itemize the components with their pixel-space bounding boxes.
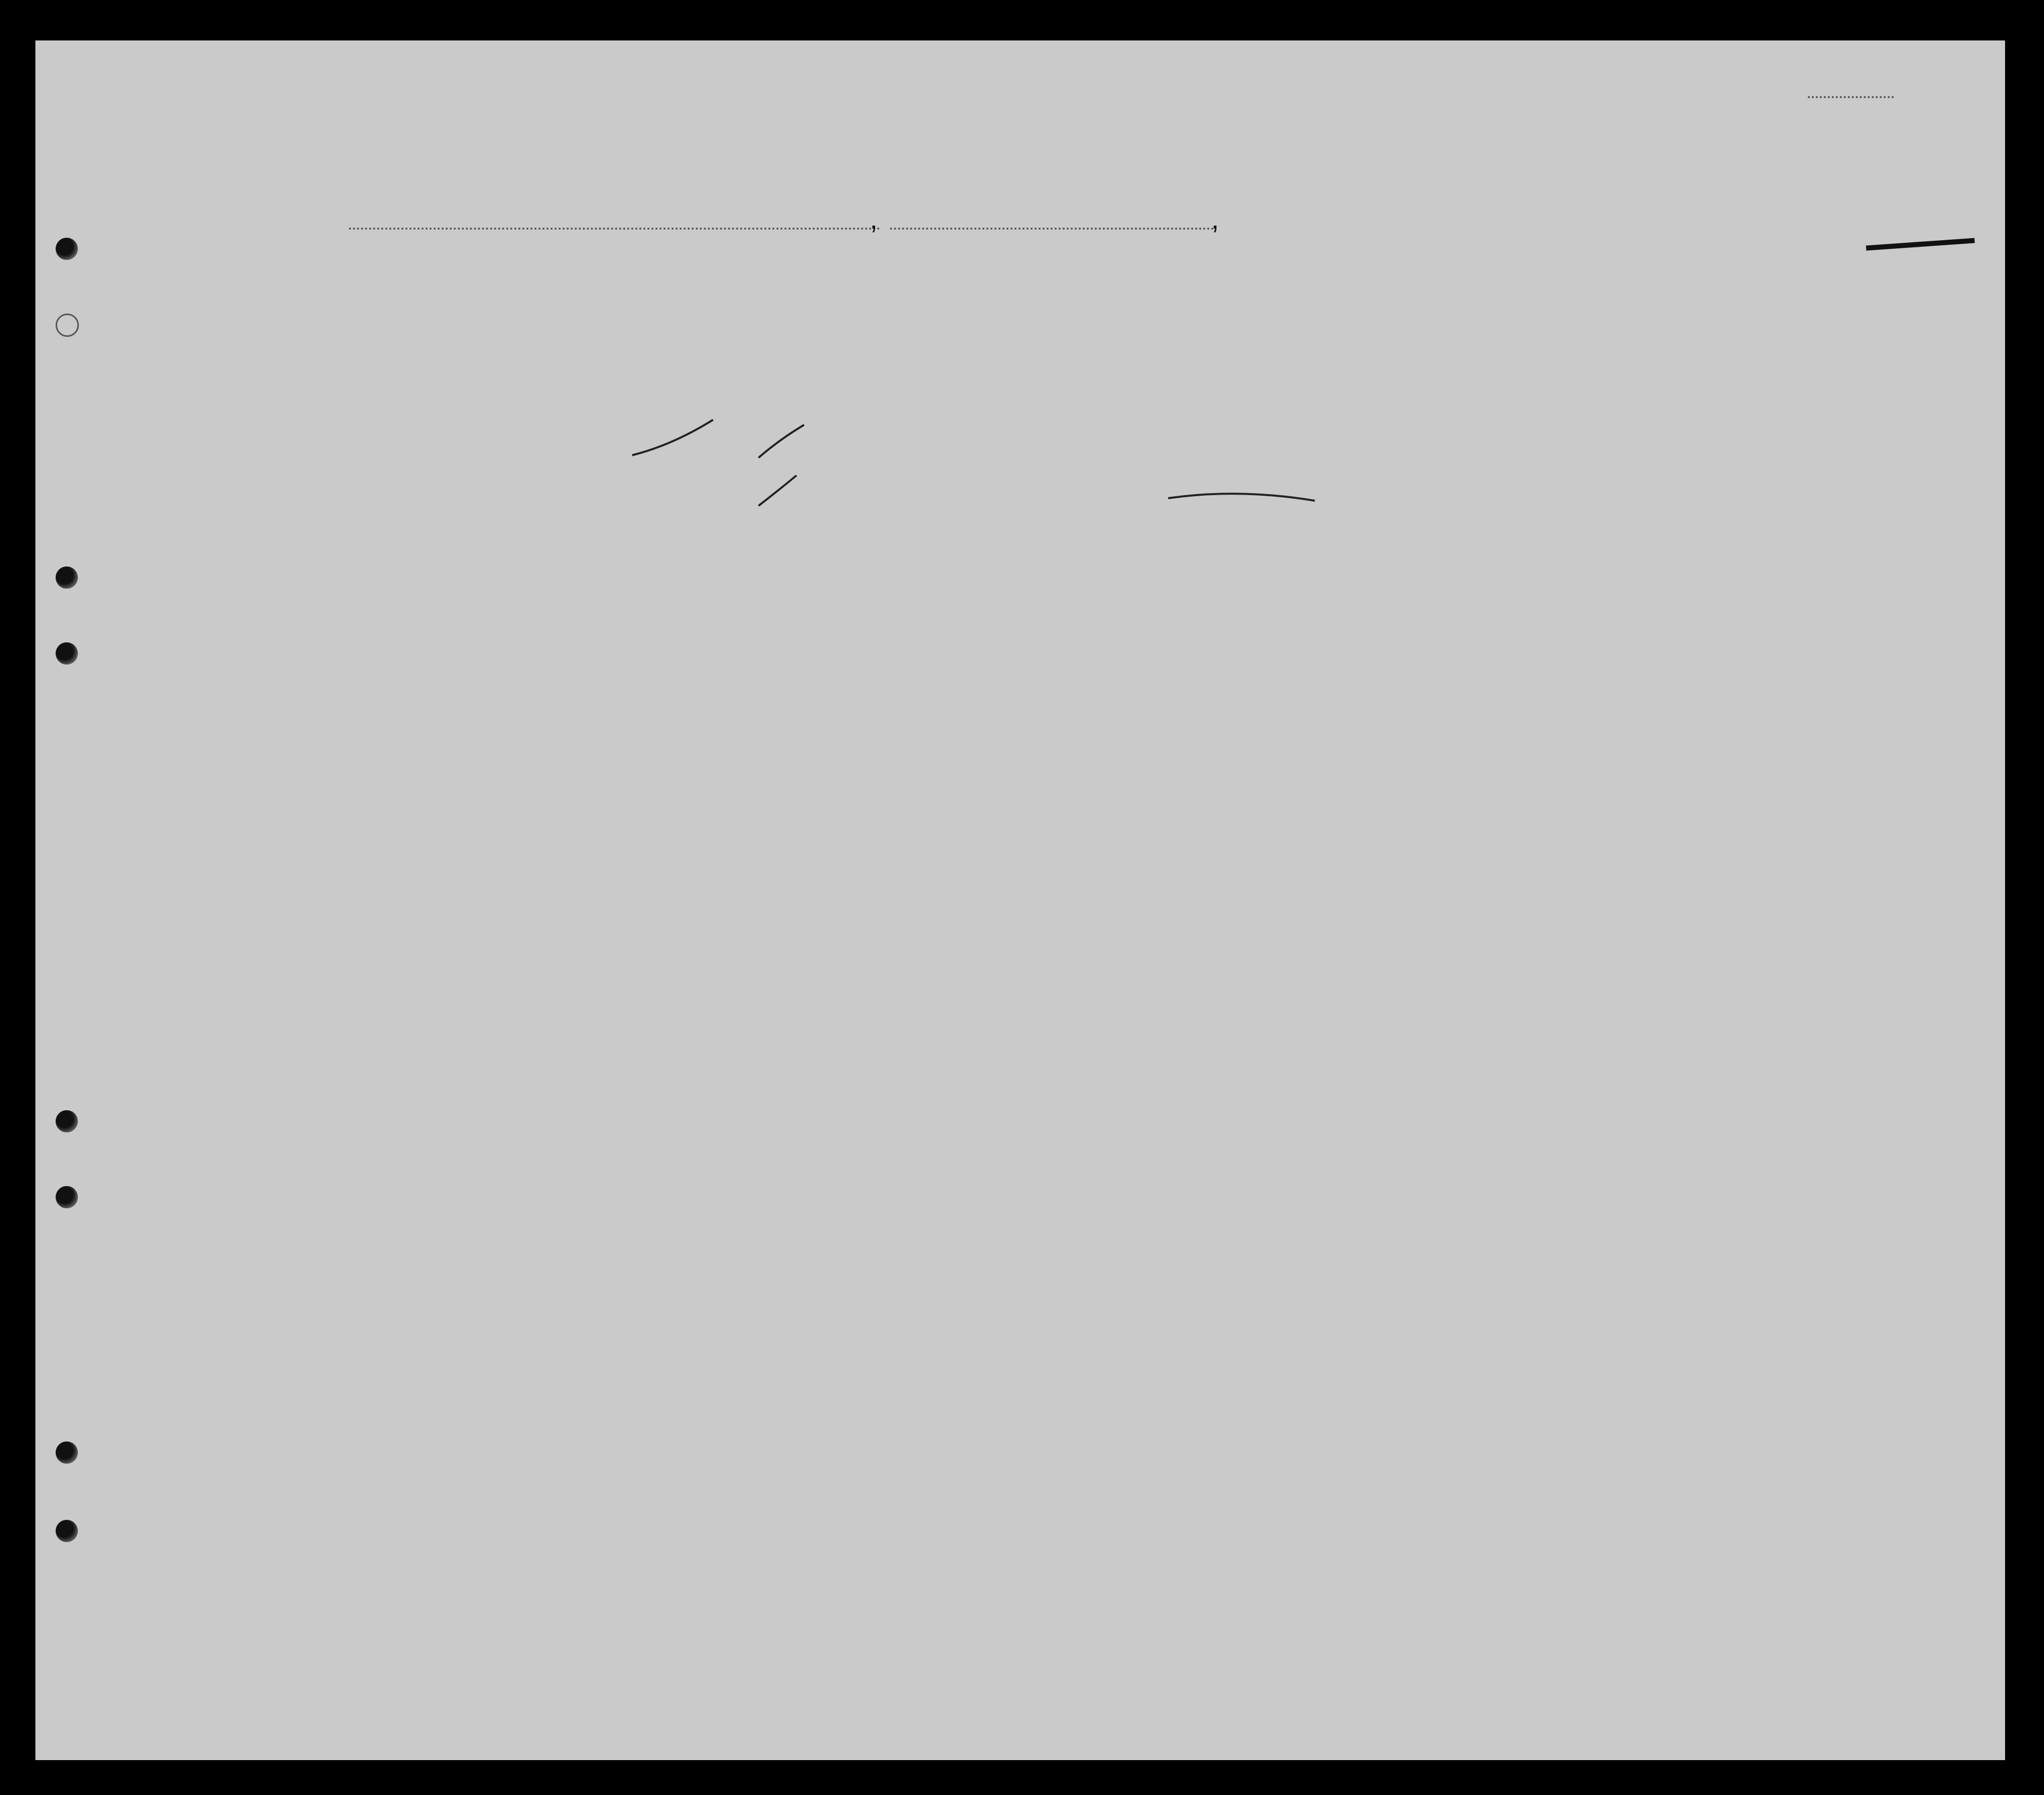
- punch-hole: [56, 1110, 78, 1132]
- punch-hole: [56, 238, 78, 260]
- punch-hole: [56, 1186, 78, 1208]
- header-inches: [1690, 369, 1701, 410]
- header-feet: [1667, 369, 1678, 400]
- header-purpose-length: [1214, 306, 1254, 412]
- header-purpose-return: [1159, 306, 1199, 412]
- header-ticket: [589, 291, 609, 412]
- header-purpose-citizen: [1264, 306, 1305, 412]
- header-overthrow: [1398, 291, 1449, 412]
- punch-hole-outline: [56, 314, 79, 337]
- punch-hole: [56, 566, 78, 589]
- comma-2: ,: [1211, 203, 1219, 235]
- punch-hole: [56, 642, 78, 665]
- header-money: [717, 291, 742, 412]
- header-offer-labor: [1456, 291, 1497, 412]
- header-polygamist: [1346, 291, 1361, 412]
- comma-1: ,: [870, 203, 878, 235]
- header-prison: [1314, 291, 1340, 412]
- header-deported: [1504, 291, 1530, 412]
- header-anarchist: [1370, 291, 1386, 412]
- punch-hole: [56, 1441, 78, 1464]
- punch-hole: [56, 1520, 78, 1542]
